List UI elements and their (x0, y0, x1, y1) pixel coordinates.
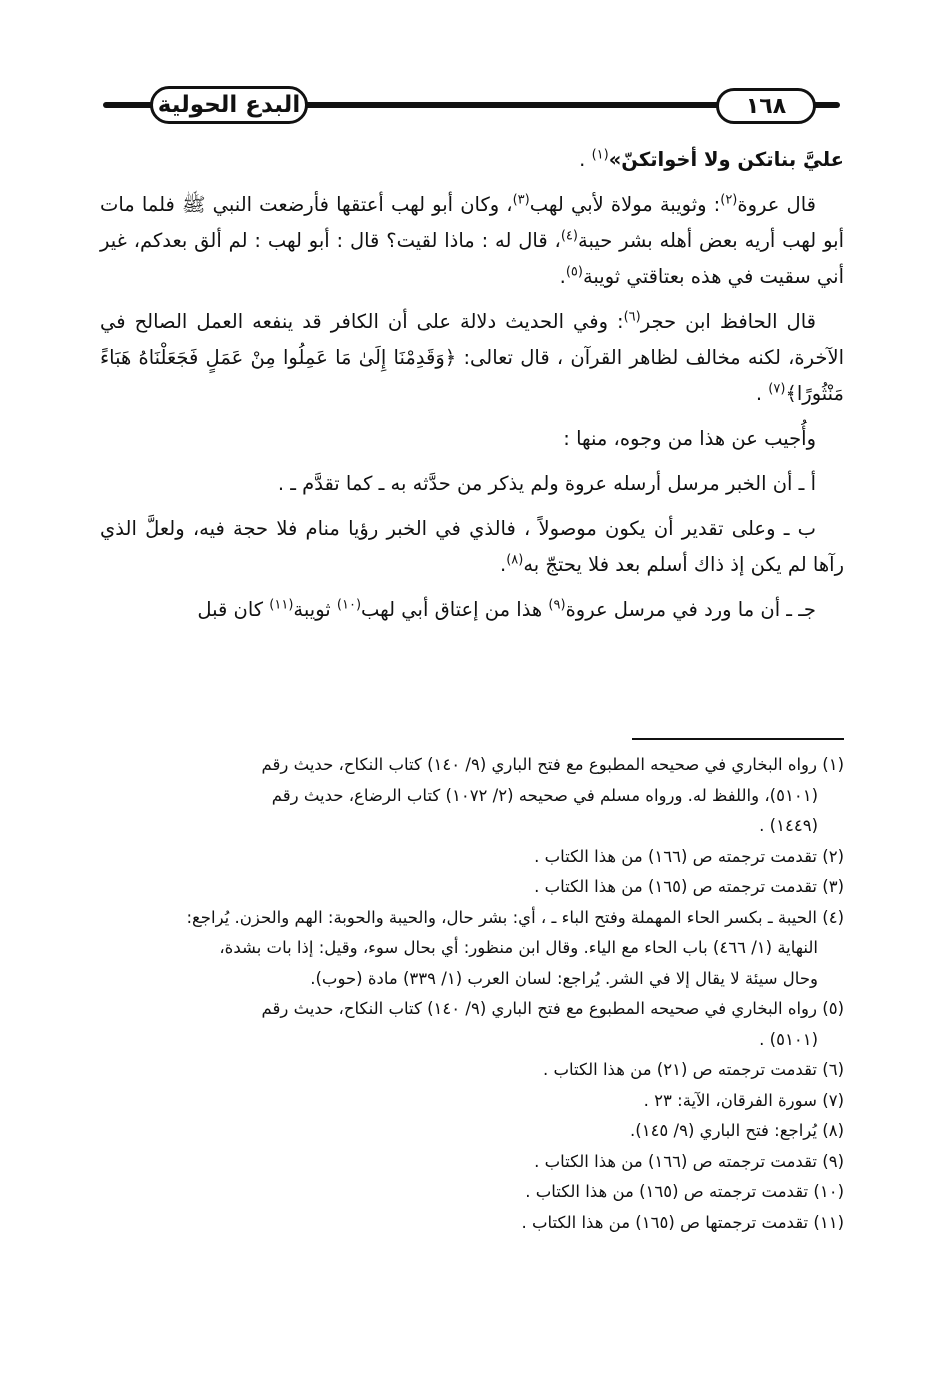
footnote-line: (٢) تقدمت ترجمته ص (١٦٦) من هذا الكتاب . (534, 846, 844, 866)
footnote-line: وحال سيئة لا يقال إلا في الشر. يُراجع: لسان العرب (١/ ٣٣٩) مادة (حوب). (310, 968, 818, 988)
text-run: أ ـ أن الخبر مرسل أرسله عروة ولم يذكر من حدَّثه به ـ كما تقدَّم ـ . (277, 472, 816, 495)
footnote-ref: (٤) (560, 228, 578, 244)
footnote-ref: (١) (591, 147, 609, 163)
text-run: : وثويبة مولاة لأبي لهب (529, 193, 721, 216)
footnote-2 (100, 842, 844, 873)
text-run: جـ ـ أن ما ورد في مرسل عروة (565, 598, 816, 621)
footnote-line: (١٤٤٩) . (759, 816, 818, 835)
footnote-11 (100, 1208, 844, 1239)
paragraph-ibn-hajar (100, 304, 844, 412)
text-run: ثويبة (293, 598, 337, 621)
footnotes (100, 750, 844, 1238)
text-run: هذا من إعتاق أبي لهب (361, 598, 549, 621)
footnote-ref: (٥) (565, 264, 583, 280)
footnote-3 (100, 872, 844, 903)
hadith-text: عليَّ بناتكن ولا أخواتكنّ» (608, 148, 844, 171)
footnote-line: (١) رواه البخاري في صحيحه المطبوع مع فتح الباري (٩/ ١٤٠) كتاب النكاح، حديث رقم (261, 755, 844, 774)
footnote-6 (100, 1055, 844, 1086)
footnote-line: (١٠) تقدمت ترجمته ص (١٦٥) من هذا الكتاب . (525, 1182, 844, 1201)
footnote-1 (100, 750, 844, 842)
footnote-line: (٦) تقدمت ترجمته ص (٢١) من هذا الكتاب . (542, 1060, 844, 1079)
main-text (100, 142, 844, 637)
text-run: ، وكان أبو لهب أعتقها فأرضعت النبي ﷺ فلما مات أبو لهب أريه بعض أهله بشر حيبة (100, 193, 844, 252)
footnote-4 (100, 903, 844, 995)
footnote-ref: (٩) (548, 597, 566, 613)
footnote-line: (٨) يُراجع: فتح الباري (٩/ ١٤٥). (630, 1121, 844, 1140)
running-title: البدع الحولية (150, 86, 308, 124)
footnote-line: (٤) الحيبة ـ بكسر الحاء المهملة وفتح الباء ـ ، أي: بشر حال، والحيبة والحوبة: الهم والحزن. يُراجع: (186, 907, 844, 927)
header-rule-left (103, 102, 155, 108)
text-run: . (499, 553, 507, 576)
page-number: ١٦٨ (716, 88, 816, 124)
footnote-line: (٥١٠١)، واللفظ له. ورواه مسلم في صحيحه (٢/ ١٠٧٢) كتاب الرضاع، حديث رقم (271, 785, 818, 805)
footnote-8 (100, 1116, 844, 1147)
text-run: قال عروة (737, 193, 816, 216)
text-run: ، قال له : ماذا لقيت؟ قال : أبو لهب : لم ألق بعدكم، غير أني سقيت في هذه بعتاقتي ثويبة (100, 229, 844, 288)
text-run: كان قبل (197, 598, 270, 621)
paragraph-answer-c (100, 592, 844, 628)
footnote-line: (٩) تقدمت ترجمته ص (١٦٦) من هذا الكتاب . (534, 1151, 844, 1171)
footnote-ref: (١١) (269, 597, 294, 613)
footnote-ref: (٨) (506, 552, 524, 568)
text-run: . (559, 265, 566, 288)
text-run: . (579, 148, 592, 171)
paragraph-answer-a (100, 466, 844, 502)
footnote-separator (632, 738, 844, 740)
text-run: : وفي الحديث دلالة على أن الكافر قد ينفعه العمل الصالح في الآخرة، لكنه مخالف لظاهر القرآن ، قال تعالى: ﴿وَقَدِمْنَا إِلَىٰ مَا عَمِلُوا مِنْ عَمَلٍ فَجَعَلْنَاهُ هَبَاءً مَنْثُورًا﴾ (100, 310, 844, 405)
footnote-line: (١١) تقدمت ترجمتها ص (١٦٥) من هذا الكتاب . (521, 1212, 844, 1232)
footnote-7 (100, 1086, 844, 1117)
paragraph-urwa (100, 187, 844, 295)
footnote-ref: (٦) (623, 309, 641, 325)
footnote-line: (٧) سورة الفرقان، الآية: ٢٣ . (643, 1090, 844, 1110)
text-run: قال الحافظ ابن حجر (640, 310, 816, 333)
footnote-5 (100, 994, 844, 1055)
footnote-ref: (١٠) (336, 597, 362, 613)
paragraph-answer-b (100, 511, 844, 583)
paragraph-hadith-end (100, 142, 844, 178)
footnote-line: (٥) رواه البخاري في صحيحه المطبوع مع فتح الباري (٩/ ١٤٠) كتاب النكاح، حديث رقم (261, 999, 844, 1018)
footnote-10 (100, 1177, 844, 1208)
footnote-ref: (٢) (720, 192, 738, 208)
text-run: وأُجيب عن هذا من وجوه، منها : (563, 427, 816, 450)
footnote-ref: (٧) (768, 381, 786, 397)
footnote-line: (٥١٠١) . (759, 1029, 818, 1049)
header-rule-middle (300, 102, 720, 108)
text-run: ب ـ وعلى تقدير أن يكون موصولاً ، فالذي في الخبر رؤيا منام فلا حجة فيه، ولعلَّ الذي رآها لم يكن إذ ذاك أسلم بعد فلا يحتجّ به (100, 517, 844, 576)
paragraph-answers-intro (100, 421, 844, 457)
footnote-line: النهاية (١/ ٤٦٦) باب الحاء مع الياء. وقال ابن منظور: أي بحال سوء، وقيل: إذا بات بشدة، (219, 938, 818, 957)
text-run: . (755, 382, 769, 405)
footnote-line: (٣) تقدمت ترجمته ص (١٦٥) من هذا الكتاب . (534, 877, 844, 896)
footnote-ref: (٣) (512, 192, 530, 208)
footnote-9 (100, 1147, 844, 1178)
